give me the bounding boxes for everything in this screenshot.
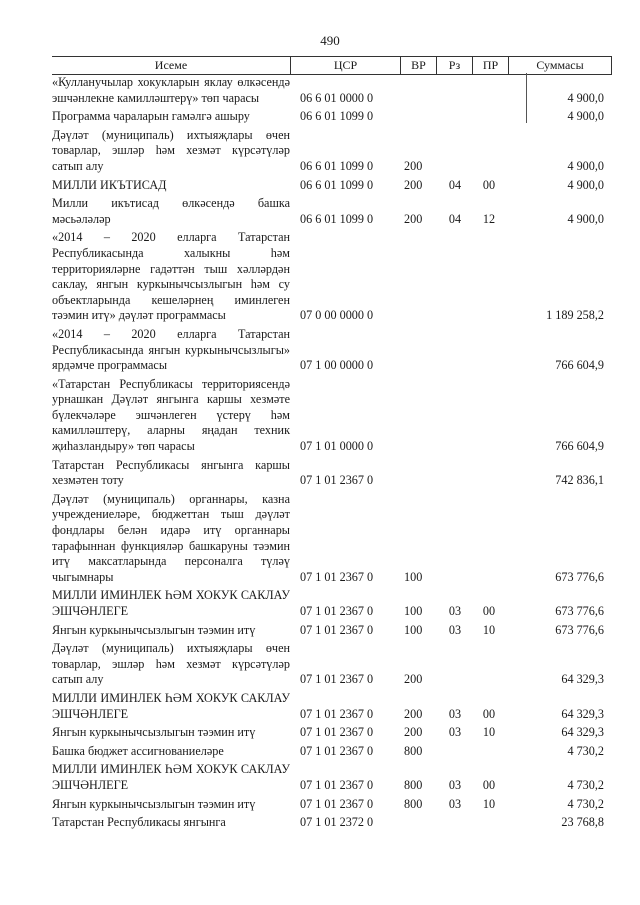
row-csr: 06 6 01 1099 0 xyxy=(300,211,374,226)
table-row xyxy=(52,641,612,688)
row-name: МИЛЛИ ИМИНЛЕК ҺӘМ ХОКУК САКЛАУ ЭШЧӘНЛЕГЕ xyxy=(52,690,290,721)
table-row xyxy=(52,588,612,619)
table-row xyxy=(52,744,612,760)
row-csr: 07 1 01 2367 0 xyxy=(300,473,374,488)
row-sum: 4 730,2 xyxy=(567,796,604,811)
row-sum: 766 604,9 xyxy=(555,358,604,373)
row-csr: 07 1 00 0000 0 xyxy=(300,358,374,373)
table-row xyxy=(52,75,612,106)
row-csr: 07 0 00 0000 0 xyxy=(300,308,374,323)
row-name: Татарстан Республикасы янгынга xyxy=(52,815,226,830)
row-vr: 800 xyxy=(404,796,423,811)
table-row xyxy=(52,109,612,125)
row-sum: 64 329,3 xyxy=(561,706,604,721)
row-csr: 06 6 01 1099 0 xyxy=(300,158,374,173)
row-pr: 00 xyxy=(482,706,496,721)
table-row xyxy=(52,492,612,586)
row-csr: 06 6 01 1099 0 xyxy=(300,177,374,192)
row-sum: 673 776,6 xyxy=(555,604,604,618)
row-csr: 07 1 01 2367 0 xyxy=(300,796,374,811)
header-name: Исеме xyxy=(154,58,188,72)
row-name: МИЛЛИ ИМИНЛЕК ҺӘМ ХОКУК САКЛАУ ЭШЧӘНЛЕГЕ xyxy=(52,588,290,618)
row-pr: 00 xyxy=(482,777,496,792)
row-rz: 04 xyxy=(448,177,462,192)
row-name: Дәүләт (муниципаль) ихтыяҗлары өчен товарлар, эшләр һәм хезмәт күрсәтүләр сатып алу xyxy=(52,127,290,173)
row-rz: 03 xyxy=(448,796,462,811)
header-rz: Рз xyxy=(436,57,472,74)
row-name: Янгын куркынычсызлыгын тәэмин итү xyxy=(52,725,256,740)
header-vr: ВР xyxy=(400,57,436,74)
row-vr: 200 xyxy=(404,706,423,721)
row-pr: 12 xyxy=(482,211,496,226)
row-sum: 4 730,2 xyxy=(567,743,604,758)
row-csr: 07 1 01 2367 0 xyxy=(300,622,374,637)
table-row xyxy=(52,797,612,813)
table-row xyxy=(52,815,612,831)
row-name: «2014 – 2020 елларга Татарстан Республикасында халыкны һәм территорияләрне гадәттән тыш хәлләрдән саклау, янгын куркынычсызлыгын һәм су объектларында кешеләрнең иминлеген тәэмин итү» дәүләт программасы xyxy=(52,230,290,323)
row-sum: 1 189 258,2 xyxy=(546,308,604,323)
row-csr: 07 1 01 2367 0 xyxy=(300,725,374,740)
row-rz: 03 xyxy=(448,622,462,637)
table-row xyxy=(52,327,612,374)
row-name: Татарстан Республикасы янгынга каршы хезмәтен тоту xyxy=(52,457,290,488)
row-sum: 64 329,3 xyxy=(561,672,604,687)
row-name: Янгын куркынычсызлыгын тәэмин итү xyxy=(52,796,256,811)
row-rz: 03 xyxy=(448,604,462,618)
row-csr: 07 1 01 2367 0 xyxy=(300,706,374,721)
row-name: Программа чараларын гамәлгә ашыру xyxy=(52,109,250,124)
row-vr: 100 xyxy=(404,622,423,637)
row-name: Башка бюджет ассигнованиеләре xyxy=(52,743,224,758)
table-row xyxy=(52,458,612,489)
table-row xyxy=(52,128,612,175)
row-sum: 4 900,0 xyxy=(567,109,604,124)
row-name: Дәүләт (муниципаль) ихтыяҗлары өчен товарлар, эшләр һәм хезмәт күрсәтүләр сатып алу xyxy=(52,641,290,687)
row-sum: 4 900,0 xyxy=(567,177,604,192)
header-sum: Суммасы xyxy=(508,57,612,74)
table-row xyxy=(52,196,612,227)
row-pr: 00 xyxy=(482,604,496,618)
row-name: МИЛЛИ ИКЪТИСАД xyxy=(52,177,167,192)
table-row xyxy=(52,377,612,455)
table-row xyxy=(52,623,612,639)
row-sum: 4 900,0 xyxy=(567,211,604,226)
row-vr: 800 xyxy=(404,777,423,792)
row-name: «2014 – 2020 елларга Татарстан Республикасында янгын куркынычсызлыгы» ярдәмче программасы xyxy=(52,326,290,373)
row-pr: 10 xyxy=(482,725,496,740)
table-body xyxy=(52,75,612,831)
budget-table xyxy=(52,56,612,831)
row-name: Дәүләт (муниципаль) органнары, казна учреждениеләре, бюджеттан тыш дәүләт фондлары белән идарә итү органнары тарафыннан функцияләр башкаруны тәэмин итү максатларында персоналга түләү чыгымнары xyxy=(52,491,290,584)
row-rz: 03 xyxy=(448,777,462,792)
row-csr: 07 1 01 2367 0 xyxy=(300,672,374,687)
table-header xyxy=(52,56,612,75)
row-name: «Кулланучылар хокукларын яклау өлкәсендә эшчәнлекне камилләштерү» төп чарасы xyxy=(52,75,290,105)
row-csr: 06 6 01 0000 0 xyxy=(300,90,374,105)
row-vr: 200 xyxy=(404,211,423,226)
row-name: МИЛЛИ ИМИНЛЕК ҺӘМ ХОКУК САКЛАУ ЭШЧӘНЛЕГЕ xyxy=(52,762,290,792)
table-row xyxy=(52,762,612,793)
row-vr: 800 xyxy=(404,743,423,758)
row-name: Янгын куркынычсызлыгын тәэмин итү xyxy=(52,622,256,637)
row-rz: 03 xyxy=(448,725,462,740)
row-csr: 07 1 01 2367 0 xyxy=(300,604,374,618)
row-sum: 4 730,2 xyxy=(567,777,604,792)
row-name: «Татарстан Республикасы территориясендә урнашкан Дәүләт янгынга каршы хезмәте бүлекчәләре эшчәнлеген үстерү һәм камилләштерү, аларны яңадан техник җиһазландыру» төп чарасы xyxy=(52,376,290,454)
row-csr: 06 6 01 1099 0 xyxy=(300,109,374,124)
table-row xyxy=(52,230,612,324)
row-sum: 4 900,0 xyxy=(567,158,604,173)
row-sum: 4 900,0 xyxy=(567,90,604,105)
row-vr: 200 xyxy=(404,158,423,173)
row-pr: 00 xyxy=(482,177,496,192)
row-sum: 23 768,8 xyxy=(561,815,604,830)
row-pr: 10 xyxy=(482,796,496,811)
row-vr: 100 xyxy=(404,604,423,618)
row-name: Милли икътисад өлкәсендә башка мәсьәләләр xyxy=(52,196,290,226)
header-csr: ЦСР xyxy=(290,57,400,74)
row-csr: 07 1 01 0000 0 xyxy=(300,439,374,454)
row-sum: 64 329,3 xyxy=(561,725,604,740)
table-row xyxy=(52,691,612,722)
row-csr: 07 1 01 2367 0 xyxy=(300,777,374,792)
table-row xyxy=(52,725,612,741)
row-vr: 100 xyxy=(404,569,423,584)
table-row xyxy=(52,178,612,194)
row-sum: 673 776,6 xyxy=(555,622,604,637)
row-sum: 742 836,1 xyxy=(555,473,604,488)
row-csr: 07 1 01 2367 0 xyxy=(300,743,374,758)
row-rz: 04 xyxy=(448,211,462,226)
row-vr: 200 xyxy=(404,725,423,740)
row-sum: 766 604,9 xyxy=(555,439,604,454)
row-sum: 673 776,6 xyxy=(555,569,604,584)
row-csr: 07 1 01 2372 0 xyxy=(300,815,374,830)
row-pr: 10 xyxy=(482,622,496,637)
row-vr: 200 xyxy=(404,177,423,192)
header-pr: ПР xyxy=(472,57,508,74)
page-number: 490 xyxy=(320,33,340,48)
row-rz: 03 xyxy=(448,706,462,721)
row-csr: 07 1 01 2367 0 xyxy=(300,569,374,584)
row-vr: 200 xyxy=(404,672,423,687)
